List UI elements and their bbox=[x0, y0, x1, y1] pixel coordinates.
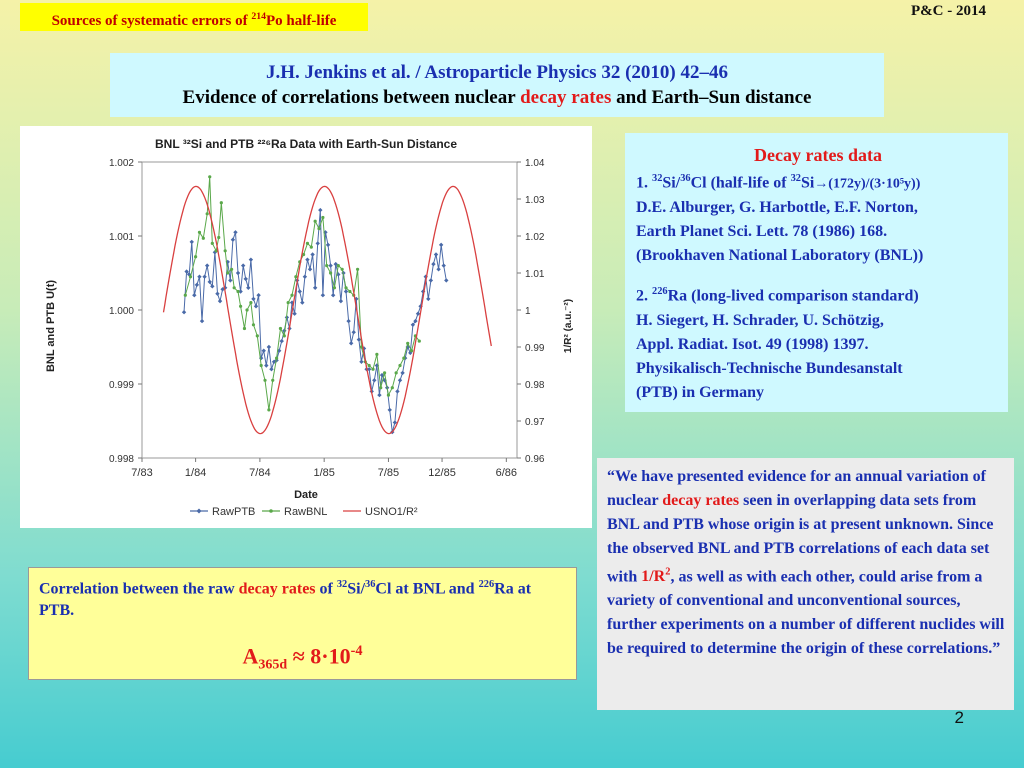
point-rawptb bbox=[267, 345, 271, 349]
point-rawbnl bbox=[306, 242, 309, 245]
legend-label: RawBNL bbox=[284, 506, 328, 518]
quote-box: “We have presented evidence for an annual variation of nuclear decay rates seen in overlapping data sets from BNL and PTB whose origin is at present unknown. Since the observed BNL and PTB correlations of each data set with $1/R^2$, as well as with each other, could arise from a variety of conventional and unconventional sources, further experiments on a number of different nuclides will be required to determine the origin of these correlations.” bbox=[597, 458, 1014, 710]
point-rawptb bbox=[280, 339, 284, 343]
point-rawbnl bbox=[189, 275, 192, 278]
point-rawbnl bbox=[226, 271, 229, 274]
y-right-tick-label: 1.01 bbox=[525, 269, 545, 280]
reference-box bbox=[110, 53, 884, 117]
amplitude-formula: $A_{365d} \approx 8\cdot 10^{-4}$ bbox=[242, 643, 363, 674]
point-rawbnl bbox=[243, 327, 246, 330]
point-rawbnl bbox=[391, 386, 394, 389]
point-rawptb bbox=[321, 293, 325, 297]
source1-heading: 1. $^{32}$Si/$^{36}$Cl (half-life of $^{32}$Si→(172y)/(3·10⁵y)) bbox=[636, 173, 921, 192]
point-rawbnl bbox=[337, 264, 340, 267]
point-rawbnl bbox=[410, 349, 413, 352]
source2-country: (PTB) in Germany bbox=[636, 383, 764, 401]
y-right-tick-label: 0.96 bbox=[525, 454, 545, 465]
point-rawbnl bbox=[398, 364, 401, 367]
point-rawptb bbox=[310, 252, 314, 256]
point-rawptb bbox=[200, 319, 204, 323]
point-rawptb bbox=[318, 208, 322, 212]
source2-institute: Physikalisch-Technische Bundesanstalt bbox=[636, 359, 903, 377]
point-rawptb bbox=[269, 367, 273, 371]
point-rawptb bbox=[202, 275, 206, 279]
decay-rate-chart bbox=[20, 126, 592, 528]
y-left-tick-label: 1.002 bbox=[108, 158, 134, 169]
point-rawbnl bbox=[333, 286, 336, 289]
point-rawbnl bbox=[256, 334, 259, 337]
point-rawptb bbox=[346, 319, 350, 323]
point-rawptb bbox=[426, 297, 430, 301]
point-rawbnl bbox=[379, 386, 382, 389]
point-rawbnl bbox=[263, 379, 266, 382]
point-rawptb bbox=[303, 275, 307, 279]
y-left-tick-label: 1.000 bbox=[108, 306, 134, 317]
source2-authors: H. Siegert, H. Schrader, U. Schötzig, bbox=[636, 311, 884, 329]
chart-title: BNL ³²Si and PTB ²²⁶Ra Data with Earth-Sun Distance bbox=[155, 137, 457, 151]
point-rawbnl bbox=[275, 357, 278, 360]
point-rawptb bbox=[205, 263, 209, 267]
point-rawptb bbox=[231, 238, 235, 242]
point-rawptb bbox=[256, 293, 260, 297]
correlation-text: Correlation between the raw decay rates of $^{32}$Si/$^{36}$Cl at BNL and $^{226}$Ra at PTB. bbox=[39, 579, 532, 620]
point-rawbnl bbox=[283, 334, 286, 337]
point-rawbnl bbox=[249, 301, 252, 304]
series-line-rawbnl bbox=[185, 177, 419, 410]
point-rawptb bbox=[182, 310, 186, 314]
point-rawptb bbox=[233, 230, 237, 234]
x-tick-label: 7/85 bbox=[377, 467, 400, 479]
point-rawptb bbox=[300, 300, 304, 304]
point-rawbnl bbox=[375, 353, 378, 356]
series-line-rawptb bbox=[184, 210, 446, 432]
point-rawptb bbox=[349, 341, 353, 345]
point-rawptb bbox=[395, 389, 399, 393]
y-right-tick-label: 0.98 bbox=[525, 380, 545, 391]
point-rawbnl bbox=[341, 268, 344, 271]
y-left-tick-label: 0.998 bbox=[108, 454, 134, 465]
point-rawbnl bbox=[184, 294, 187, 297]
chart-panel bbox=[20, 126, 592, 528]
point-rawptb bbox=[210, 284, 214, 288]
source1-lab: (Brookhaven National Laboratory (BNL)) bbox=[636, 247, 924, 265]
point-rawptb bbox=[305, 257, 309, 261]
point-rawbnl bbox=[206, 212, 209, 215]
point-rawbnl bbox=[252, 323, 255, 326]
point-rawptb bbox=[339, 299, 343, 303]
point-rawbnl bbox=[402, 357, 405, 360]
point-rawbnl bbox=[321, 216, 324, 219]
point-rawbnl bbox=[271, 379, 274, 382]
conference-label: P&C - 2014 bbox=[911, 3, 986, 19]
point-rawbnl bbox=[198, 231, 201, 234]
point-rawbnl bbox=[406, 342, 409, 345]
x-tick-label: 7/84 bbox=[249, 467, 271, 479]
y-right-tick-label: 0.97 bbox=[525, 417, 545, 428]
point-rawptb bbox=[218, 299, 222, 303]
point-rawbnl bbox=[224, 249, 227, 252]
point-rawbnl bbox=[217, 236, 220, 239]
point-rawptb bbox=[388, 408, 392, 412]
point-rawptb bbox=[431, 262, 435, 266]
x-tick-label: 1/84 bbox=[184, 467, 207, 479]
point-rawbnl bbox=[383, 371, 386, 374]
point-rawbnl bbox=[194, 255, 197, 258]
y-axis-right-title: 1/R² (a.u.⁻²) bbox=[563, 298, 574, 354]
point-rawptb bbox=[244, 277, 248, 281]
point-rawptb bbox=[298, 289, 302, 293]
point-rawptb bbox=[264, 363, 268, 367]
legend-label: RawPTB bbox=[212, 506, 256, 518]
point-rawptb bbox=[251, 297, 255, 301]
point-rawbnl bbox=[220, 201, 223, 204]
point-rawptb bbox=[328, 263, 332, 267]
point-rawptb bbox=[400, 371, 404, 375]
point-rawptb bbox=[308, 267, 312, 271]
point-rawbnl bbox=[310, 246, 313, 249]
point-rawptb bbox=[249, 257, 253, 261]
point-rawptb bbox=[316, 241, 320, 245]
y-right-tick-label: 0.99 bbox=[525, 343, 545, 354]
point-rawptb bbox=[254, 304, 258, 308]
point-rawptb bbox=[215, 292, 219, 296]
x-tick-label: 1/85 bbox=[313, 467, 335, 479]
point-rawbnl bbox=[294, 275, 297, 278]
point-rawptb bbox=[246, 286, 250, 290]
point-rawbnl bbox=[208, 175, 211, 178]
point-rawbnl bbox=[348, 290, 351, 293]
point-rawptb bbox=[326, 243, 330, 247]
point-rawptb bbox=[241, 263, 245, 267]
point-rawptb bbox=[192, 293, 196, 297]
y-right-tick-label: 1 bbox=[525, 306, 531, 317]
y-right-tick-label: 1.04 bbox=[525, 158, 545, 169]
point-rawptb bbox=[262, 349, 266, 353]
legend-marker bbox=[269, 509, 273, 513]
point-rawptb bbox=[236, 271, 240, 275]
point-rawbnl bbox=[230, 268, 233, 271]
data-sources-box bbox=[625, 133, 1008, 412]
citation: J.H. Jenkins et al. / Astroparticle Physics 32 (2010) 42–46 bbox=[266, 62, 728, 83]
point-rawptb bbox=[331, 293, 335, 297]
chart-legend bbox=[190, 506, 418, 518]
point-rawptb bbox=[357, 337, 361, 341]
point-rawbnl bbox=[233, 286, 236, 289]
series-line-usno1-r bbox=[164, 186, 492, 433]
y-right-tick-label: 1.03 bbox=[525, 195, 545, 206]
y-axis-left-title: BNL and PTB U(t) bbox=[45, 279, 57, 373]
point-rawbnl bbox=[387, 394, 390, 397]
correlation-box bbox=[28, 567, 577, 680]
point-rawbnl bbox=[202, 237, 205, 240]
point-rawbnl bbox=[279, 327, 282, 330]
point-rawptb bbox=[228, 278, 232, 282]
point-rawbnl bbox=[290, 294, 293, 297]
data-sources-title: Decay rates data bbox=[754, 145, 882, 165]
point-rawbnl bbox=[267, 408, 270, 411]
point-rawptb bbox=[398, 378, 402, 382]
source1-journal: Earth Planet Sci. Lett. 78 (1986) 168. bbox=[636, 223, 888, 241]
paper-title: Evidence of correlations between nuclear decay rates and Earth–Sun distance bbox=[182, 87, 812, 108]
point-rawbnl bbox=[211, 242, 214, 245]
point-rawbnl bbox=[317, 227, 320, 230]
point-rawptb bbox=[352, 330, 356, 334]
point-rawbnl bbox=[314, 220, 317, 223]
point-rawptb bbox=[442, 263, 446, 267]
point-rawbnl bbox=[344, 286, 347, 289]
point-rawbnl bbox=[329, 271, 332, 274]
point-rawptb bbox=[313, 286, 317, 290]
point-rawptb bbox=[292, 312, 296, 316]
x-tick-label: 7/83 bbox=[131, 467, 153, 479]
point-rawbnl bbox=[245, 308, 248, 311]
legend-marker bbox=[197, 509, 202, 514]
point-rawbnl bbox=[418, 339, 421, 342]
source2-journal: Appl. Radiat. Isot. 49 (1998) 1397. bbox=[636, 335, 869, 353]
point-rawptb bbox=[439, 243, 443, 247]
plot-frame bbox=[142, 162, 517, 458]
point-rawptb bbox=[372, 378, 376, 382]
point-rawptb bbox=[197, 275, 201, 279]
point-rawbnl bbox=[371, 368, 374, 371]
y-left-tick-label: 1.001 bbox=[108, 232, 134, 243]
slide-number: 2 bbox=[954, 708, 964, 727]
point-rawptb bbox=[208, 280, 212, 284]
point-rawbnl bbox=[260, 364, 263, 367]
legend-label: USNO1/R² bbox=[365, 506, 418, 518]
source1-authors: D.E. Alburger, G. Harbottle, E.F. Norton, bbox=[636, 199, 918, 217]
point-rawbnl bbox=[395, 371, 398, 374]
source2-heading: 2. $^{226}$Ra (long-lived comparison standard) bbox=[636, 286, 919, 305]
x-tick-label: 6/86 bbox=[495, 467, 518, 479]
point-rawptb bbox=[195, 283, 199, 287]
point-rawptb bbox=[444, 278, 448, 282]
point-rawbnl bbox=[236, 290, 239, 293]
point-rawptb bbox=[377, 393, 381, 397]
slide-title-tag: Sources of systematic errors of $^{214}$Po half-life bbox=[20, 3, 368, 31]
y-right-tick-label: 1.02 bbox=[525, 232, 545, 243]
point-rawbnl bbox=[368, 364, 371, 367]
y-left-tick-label: 0.999 bbox=[108, 380, 134, 391]
point-rawbnl bbox=[325, 264, 328, 267]
point-rawbnl bbox=[287, 301, 290, 304]
point-rawptb bbox=[436, 267, 440, 271]
point-rawbnl bbox=[239, 305, 242, 308]
point-rawptb bbox=[434, 252, 438, 256]
x-axis-title: Date bbox=[294, 489, 318, 501]
point-rawptb bbox=[359, 360, 363, 364]
point-rawbnl bbox=[356, 268, 359, 271]
point-rawptb bbox=[429, 278, 433, 282]
x-tick-label: 12/85 bbox=[428, 467, 456, 479]
point-rawptb bbox=[190, 240, 194, 244]
